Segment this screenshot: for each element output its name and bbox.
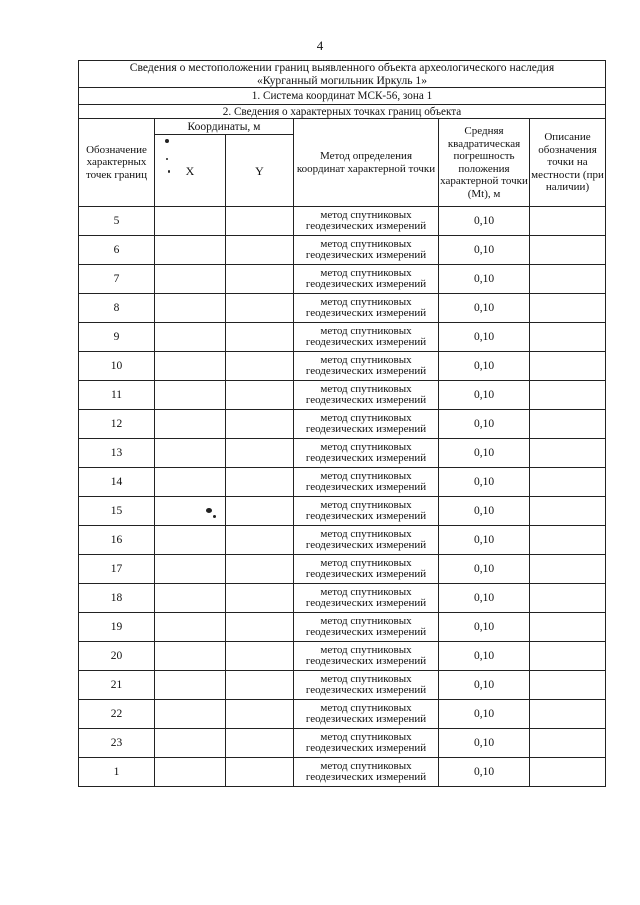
y-cell [226,758,294,787]
description-cell [530,323,606,352]
y-cell [226,265,294,294]
method-line-2: геодезических измерений [305,713,427,725]
description-cell [530,381,606,410]
method-line-1: метод спутниковых [320,440,412,453]
error-cell: 0,10 [439,207,530,236]
point-cell: 17 [79,555,155,584]
table-row [79,729,606,758]
point-cell: 5 [79,207,155,236]
description-cell [530,468,606,497]
point-cell: 14 [79,468,155,497]
description-cell [530,497,606,526]
scan-speck [168,170,170,173]
y-cell [226,584,294,613]
error-cell: 0,10 [439,642,530,671]
method-cell [294,236,439,265]
y-cell [226,613,294,642]
description-cell [530,207,606,236]
header-point: Обозначение характерных точек границ [79,119,155,207]
y-cell [226,323,294,352]
error-cell: 0,10 [439,352,530,381]
x-cell [155,584,226,613]
error-cell: 0,10 [439,439,530,468]
method-cell [294,729,439,758]
y-cell [226,671,294,700]
method-line-2: геодезических измерений [305,655,427,667]
description-cell [530,758,606,787]
table-row [79,439,606,468]
method-cell [294,352,439,381]
x-cell [155,468,226,497]
table-row [79,410,606,439]
error-cell: 0,10 [439,526,530,555]
error-cell: 0,10 [439,584,530,613]
point-cell: 1 [79,758,155,787]
description-cell [530,555,606,584]
method-cell [294,381,439,410]
y-cell [226,555,294,584]
method-cell [294,613,439,642]
table-row [79,700,606,729]
method-line-1: метод спутниковых [320,353,412,366]
method-cell [294,700,439,729]
method-line-1: метод спутниковых [320,382,412,395]
point-cell: 8 [79,294,155,323]
header-row-1 [79,119,606,135]
method-cell [294,207,439,236]
method-line-2: геодезических измерений [305,481,427,493]
point-cell: 18 [79,584,155,613]
description-cell [530,671,606,700]
y-cell [226,729,294,758]
y-cell [226,294,294,323]
method-line-2: геодезических измерений [305,510,427,522]
method-line-1: метод спутниковых [320,469,412,482]
point-cell: 11 [79,381,155,410]
method-line-2: геодезических измерений [305,249,427,261]
table-row [79,671,606,700]
y-cell [226,497,294,526]
method-line-1: метод спутниковых [320,730,412,743]
method-line-2: геодезических измерений [305,626,427,638]
y-cell [226,207,294,236]
x-cell [155,526,226,555]
method-cell [294,323,439,352]
table-row [79,642,606,671]
point-cell: 12 [79,410,155,439]
method-cell [294,468,439,497]
header-method: Метод определения координат характерной точки [294,119,439,207]
y-cell [226,236,294,265]
error-cell: 0,10 [439,468,530,497]
points-section-title: 2. Сведения о характерных точках границ объекта [79,105,606,119]
error-cell: 0,10 [439,294,530,323]
method-line-1: метод спутниковых [320,237,412,250]
x-cell [155,555,226,584]
table-row [79,758,606,787]
x-cell [155,323,226,352]
point-cell: 22 [79,700,155,729]
error-cell: 0,10 [439,613,530,642]
method-line-1: метод спутниковых [320,701,412,714]
method-line-1: метод спутниковых [320,498,412,511]
boundary-points-table [78,60,606,787]
x-cell [155,497,226,526]
table-row [79,352,606,381]
method-line-2: геодезических измерений [305,394,427,406]
method-line-1: метод спутниковых [320,585,412,598]
method-line-1: метод спутниковых [320,411,412,424]
x-cell [155,671,226,700]
method-cell [294,265,439,294]
document-title [79,61,606,88]
x-cell [155,758,226,787]
y-cell [226,468,294,497]
error-cell: 0,10 [439,381,530,410]
description-cell [530,294,606,323]
method-line-2: геодезических измерений [305,452,427,464]
method-line-1: метод спутниковых [320,556,412,569]
y-cell [226,352,294,381]
point-cell: 23 [79,729,155,758]
point-cell: 16 [79,526,155,555]
error-cell: 0,10 [439,700,530,729]
title-line-2: «Курганный могильник Иркуль 1» [256,74,428,87]
method-cell [294,526,439,555]
table-row [79,323,606,352]
method-line-2: геодезических измерений [305,336,427,348]
point-cell: 19 [79,613,155,642]
x-cell [155,352,226,381]
y-cell [226,381,294,410]
y-cell [226,700,294,729]
method-line-2: геодезических измерений [305,568,427,580]
point-cell: 10 [79,352,155,381]
x-cell [155,294,226,323]
error-cell: 0,10 [439,729,530,758]
error-cell: 0,10 [439,758,530,787]
table-row [79,497,606,526]
scan-speck [213,515,216,518]
header-description: Описание обозначения точки на местности (при наличии) [530,119,606,207]
table-row [79,265,606,294]
header-y: Y [226,135,294,207]
scan-speck [165,139,169,143]
y-cell [226,439,294,468]
table-row [79,555,606,584]
point-cell: 21 [79,671,155,700]
error-cell: 0,10 [439,671,530,700]
error-cell: 0,10 [439,323,530,352]
error-cell: 0,10 [439,410,530,439]
description-cell [530,352,606,381]
table-row [79,468,606,497]
header-x: X [155,135,226,207]
method-line-2: геодезических измерений [305,539,427,551]
method-line-1: метод спутниковых [320,672,412,685]
method-cell [294,584,439,613]
method-line-2: геодезических измерений [305,742,427,754]
x-cell [155,265,226,294]
description-cell [530,439,606,468]
description-cell [530,584,606,613]
error-cell: 0,10 [439,265,530,294]
x-cell [155,236,226,265]
page-number: 4 [316,38,324,53]
header-coordinates: Координаты, м [155,119,294,135]
error-cell: 0,10 [439,497,530,526]
y-cell [226,410,294,439]
x-cell [155,207,226,236]
method-line-2: геодезических измерений [305,423,427,435]
description-cell [530,613,606,642]
method-line-1: метод спутниковых [320,527,412,540]
x-cell [155,439,226,468]
method-line-2: геодезических измерений [305,771,427,783]
method-cell [294,439,439,468]
description-cell [530,729,606,758]
y-cell [226,526,294,555]
method-cell [294,671,439,700]
x-cell [155,700,226,729]
table-row [79,526,606,555]
points-section-row [79,105,606,119]
title-row [79,61,606,88]
table-row [79,294,606,323]
description-cell [530,265,606,294]
coordinate-system-row [79,88,606,105]
method-line-1: метод спутниковых [320,208,412,221]
description-cell [530,526,606,555]
table-row [79,381,606,410]
method-line-1: метод спутниковых [320,295,412,308]
method-line-1: метод спутниковых [320,643,412,656]
method-line-2: геодезических измерений [305,597,427,609]
point-cell: 20 [79,642,155,671]
method-line-2: геодезических измерений [305,365,427,377]
method-cell [294,555,439,584]
error-cell: 0,10 [439,236,530,265]
table-row [79,613,606,642]
scan-speck [206,508,212,513]
method-cell [294,410,439,439]
x-cell [155,613,226,642]
x-cell [155,381,226,410]
point-cell: 6 [79,236,155,265]
method-line-2: геодезических измерений [305,278,427,290]
title-line-1: Сведения о местоположении границ выявленного объекта археологического наследия [129,61,555,74]
method-line-1: метод спутниковых [320,759,412,772]
point-cell: 15 [79,497,155,526]
table-row [79,584,606,613]
description-cell [530,236,606,265]
table-row [79,207,606,236]
method-cell [294,497,439,526]
header-error: Средняя квадратическая погрешность положения характерной точки (Mt), м [439,119,530,207]
description-cell [530,642,606,671]
x-cell [155,642,226,671]
method-cell [294,758,439,787]
table-row [79,236,606,265]
coordinate-system: 1. Система координат МСК-56, зона 1 [79,88,606,105]
method-cell [294,294,439,323]
description-cell [530,700,606,729]
point-cell: 13 [79,439,155,468]
method-line-2: геодезических измерений [305,307,427,319]
error-cell: 0,10 [439,555,530,584]
point-cell: 7 [79,265,155,294]
scan-speck [166,158,168,160]
y-cell [226,642,294,671]
x-cell [155,729,226,758]
method-line-1: метод спутниковых [320,266,412,279]
x-cell [155,410,226,439]
description-cell [530,410,606,439]
method-cell [294,642,439,671]
method-line-1: метод спутниковых [320,614,412,627]
point-cell: 9 [79,323,155,352]
method-line-1: метод спутниковых [320,324,412,337]
method-line-2: геодезических измерений [305,220,427,232]
method-line-2: геодезических измерений [305,684,427,696]
